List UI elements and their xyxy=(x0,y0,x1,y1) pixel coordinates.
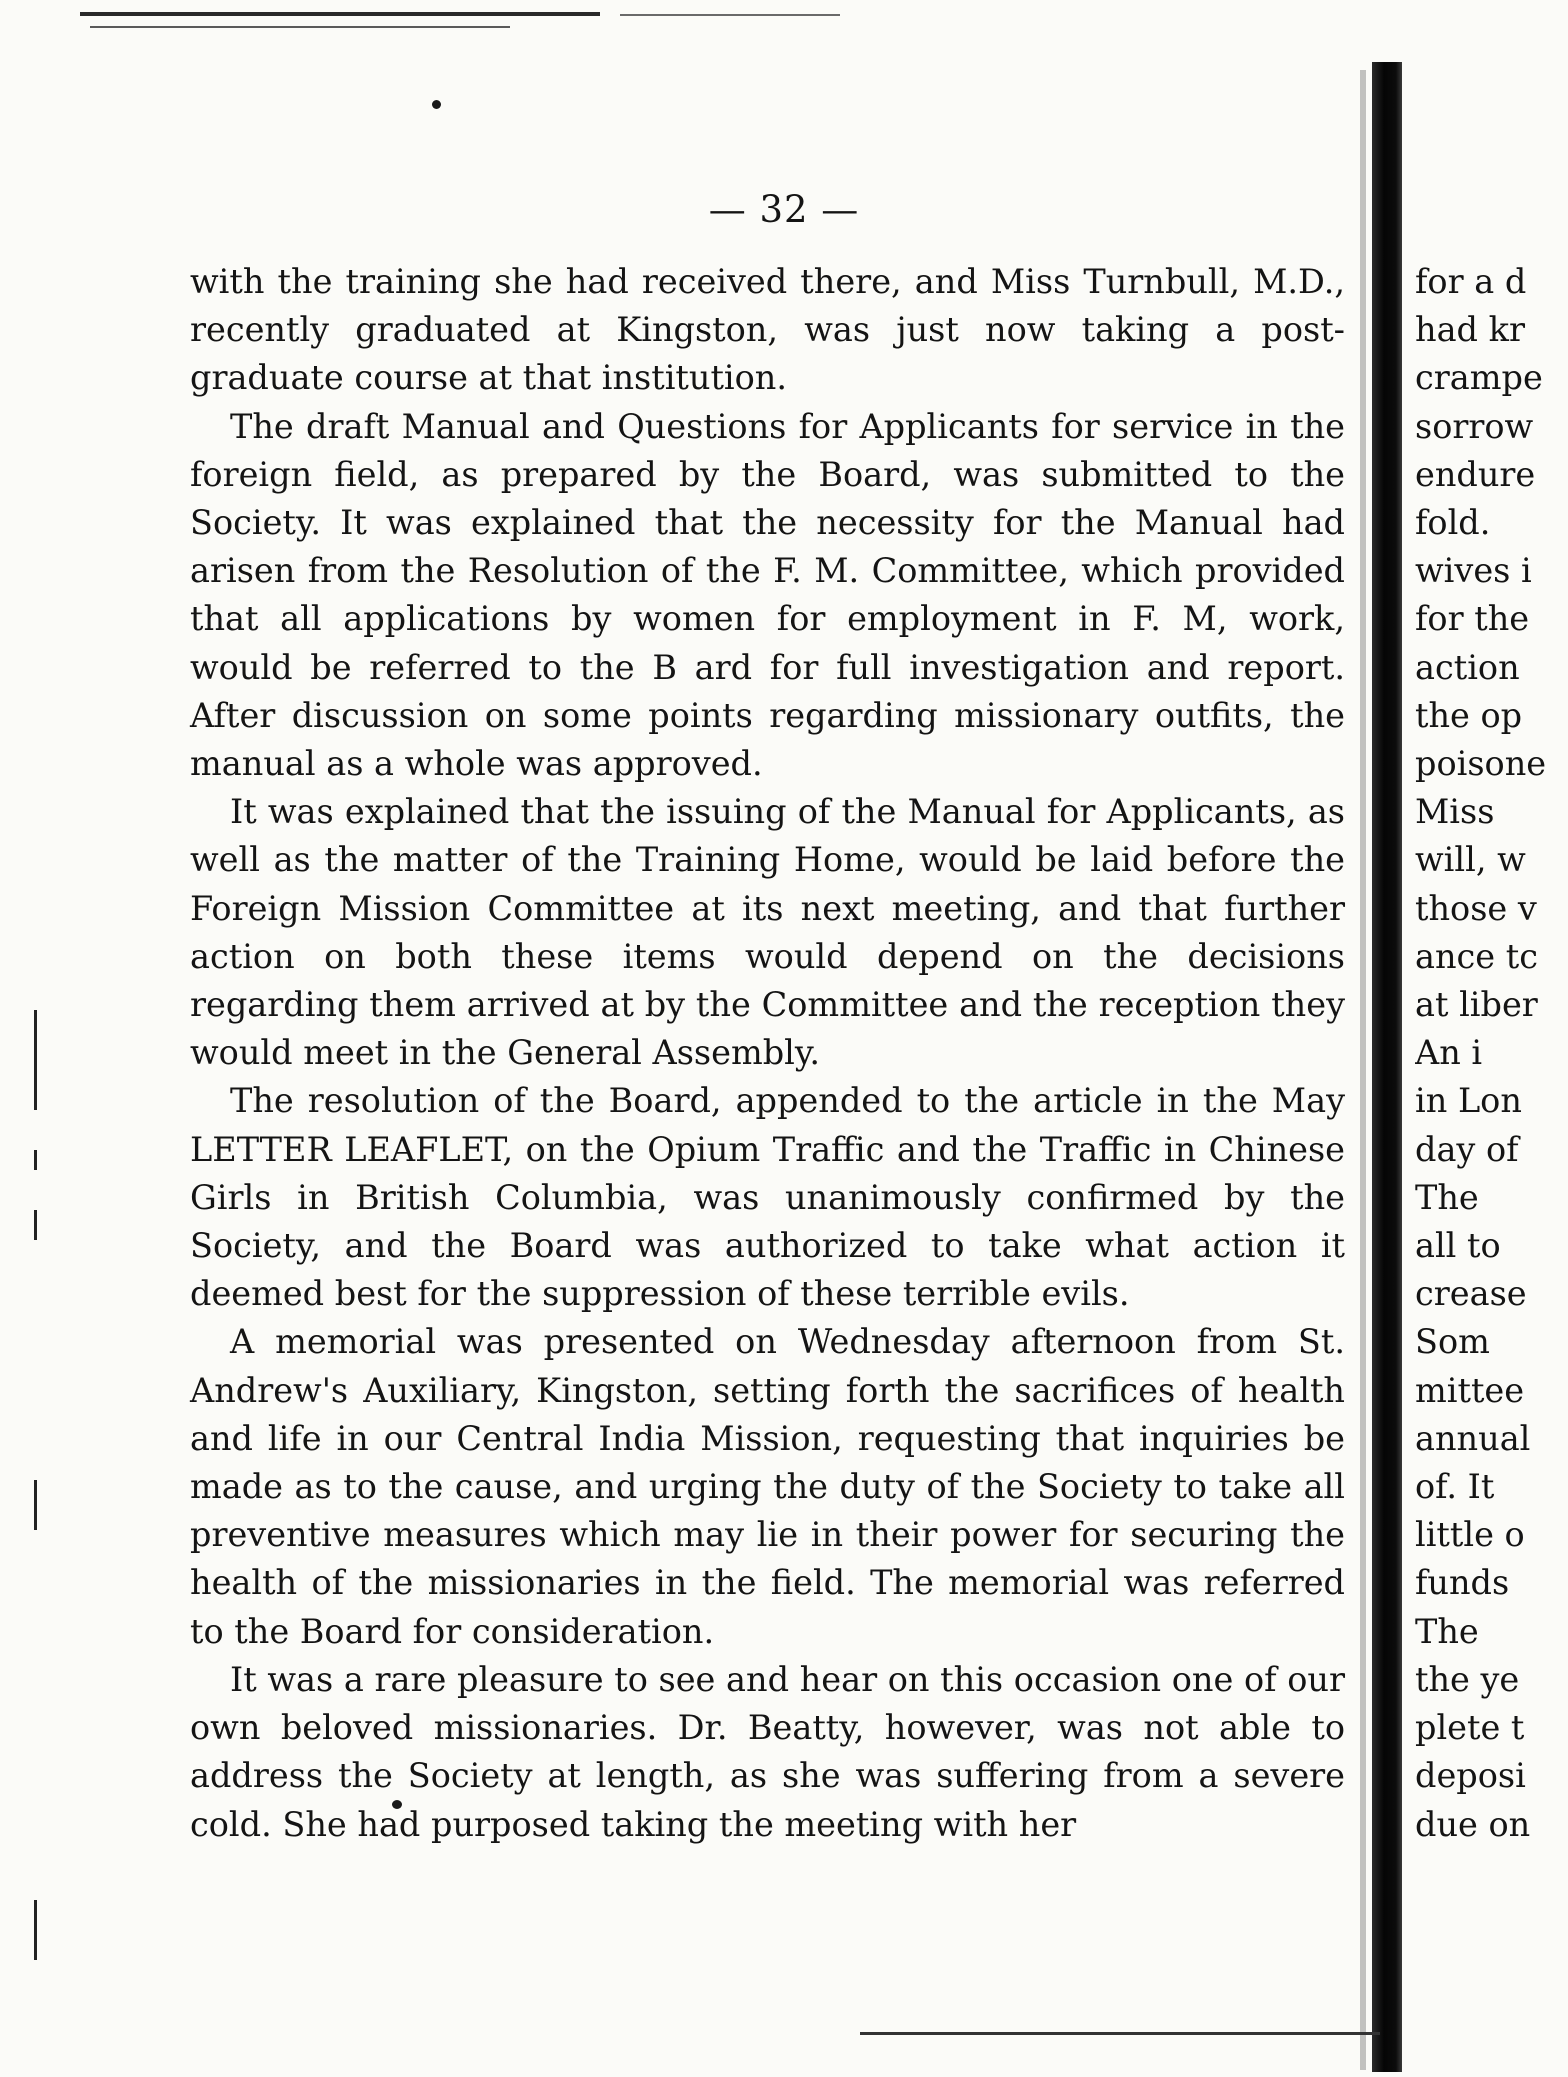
facing-page-line: ance tc xyxy=(1415,936,1539,976)
facing-page-line: endure xyxy=(1415,454,1536,494)
facing-page-line: those v xyxy=(1415,888,1537,928)
scan-artifact-top xyxy=(80,12,600,16)
binding-gutter xyxy=(1372,62,1402,2072)
paragraph: It was explained that the issuing of the Manual for Applicants, as well as the matter of the Training Home, would be laid before the Foreign Mission Committee at its next meeting, and that further action on both these items would depend on the decisions regarding them arrived at by the Committee and the reception they would meet in the General Assembly. xyxy=(190,792,1345,1073)
facing-page-line: due on xyxy=(1415,1804,1531,1844)
scan-artifact-left xyxy=(34,1010,37,1110)
scan-artifact-left xyxy=(34,1150,37,1170)
facing-page-line: An i xyxy=(1415,1033,1483,1073)
facing-page-line: day of xyxy=(1415,1129,1519,1169)
facing-page-line: the op xyxy=(1415,695,1523,735)
scan-artifact-bottom xyxy=(860,2032,1380,2035)
facing-page-line: fold. xyxy=(1415,503,1491,543)
scan-artifact-top xyxy=(620,14,840,16)
scan-artifact-top xyxy=(90,26,510,28)
facing-page-line: will, w xyxy=(1415,840,1526,880)
paragraph: It was a rare pleasure to see and hear on this occasion one of our own beloved missionaries. Dr. Beatty, however, was not able to address the Society at length, as she was suffering from a severe cold. She had purposed taking the meeting with her xyxy=(190,1659,1345,1844)
facing-page-line: deposi xyxy=(1415,1756,1526,1796)
paragraph: The draft Manual and Questions for Applicants for service in the foreign field, as prepared by the Board, was submitted to the Society. It was explained that the necessity for the Manual had arisen from the Resolution of the F. M. Committee, which provided that all applications by women for employment in F. M, work, would be referred to the B ard for full investigation and report. After discussion on some points regarding missionary outfits, the manual as a whole was approved. xyxy=(190,406,1345,784)
facing-page-line: annual xyxy=(1415,1418,1531,1458)
facing-page-line: Miss xyxy=(1415,792,1495,832)
facing-page-line: of. It xyxy=(1415,1467,1495,1507)
facing-page-line: in Lon xyxy=(1415,1081,1522,1121)
facing-page-line: The xyxy=(1415,1611,1479,1651)
paragraph: with the training she had received there, and Miss Turnbull, M.D., recently graduated at Kingston, was just now taking a post-graduate course at that institution. xyxy=(190,262,1345,398)
binding-shadow xyxy=(1360,70,1366,2070)
facing-page-line: The xyxy=(1415,1177,1479,1217)
page-number: — 32 — xyxy=(708,188,860,231)
facing-page-line: little o xyxy=(1415,1515,1525,1555)
facing-page-line: Som xyxy=(1415,1322,1490,1362)
facing-page-line: wives i xyxy=(1415,551,1532,591)
facing-page-line: at liber xyxy=(1415,985,1538,1025)
facing-page-line: plete t xyxy=(1415,1708,1525,1748)
facing-page-line: crease xyxy=(1415,1274,1527,1314)
facing-page-line: had kr xyxy=(1415,310,1525,350)
facing-page-line: poisone xyxy=(1415,744,1547,784)
facing-page-line: funds xyxy=(1415,1563,1510,1603)
scan-artifact-left xyxy=(34,1210,37,1240)
scan-artifact-left xyxy=(34,1900,37,1960)
scan-speck xyxy=(432,100,441,109)
facing-page-line: action xyxy=(1415,647,1520,687)
paragraph: The resolution of the Board, appended to the article in the May LETTER LEAFLET, on the Opium Traffic and the Traffic in Chinese Girls in British Columbia, was unanimously confirmed by the Society, and the Board was authorized to take what action it deemed best for the suppression of these terrible evils. xyxy=(190,1081,1345,1314)
main-text-column xyxy=(190,258,1345,1849)
facing-page-line: crampe xyxy=(1415,358,1543,398)
facing-page-column xyxy=(1415,258,1568,1849)
facing-page-line: mittee xyxy=(1415,1370,1525,1410)
facing-page-line: all to xyxy=(1415,1226,1501,1266)
facing-page-line: for a d xyxy=(1415,262,1527,301)
paragraph: A memorial was presented on Wednesday afternoon from St. Andrew's Auxiliary, Kingston, setting forth the sacrifices of health and life in our Central India Mission, requesting that inquiries be made as to the cause, and urging the duty of the Society to take all preventive measures which may lie in their power for securing the health of the missionaries in the field. The memorial was referred to the Board for consideration. xyxy=(190,1322,1345,1651)
facing-page-line: for the xyxy=(1415,599,1530,639)
facing-page-line: sorrow xyxy=(1415,406,1534,446)
scan-artifact-left xyxy=(34,1480,37,1530)
facing-page-line: the ye xyxy=(1415,1659,1520,1699)
